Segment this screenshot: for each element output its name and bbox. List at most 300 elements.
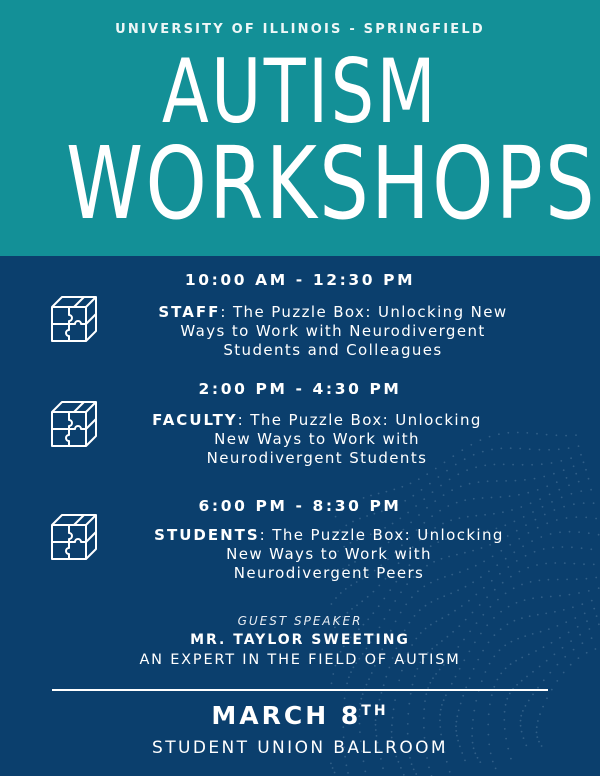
decorative-dot [386,491,388,493]
event-date-text: MARCH 8 [211,701,362,730]
decorative-dot [546,434,548,436]
decorative-dot [548,579,550,581]
decorative-dot [347,772,349,774]
decorative-dot [549,672,551,674]
decorative-dot [491,694,493,696]
decorative-dot [437,598,439,600]
decorative-dot [376,735,378,737]
decorative-dot [571,493,573,495]
decorative-dot [556,481,558,483]
decorative-dot [428,767,430,769]
session-2-description [118,411,516,468]
decorative-dot [455,676,457,678]
decorative-dot [331,603,333,605]
decorative-dot [361,600,363,602]
decorative-dot [351,608,353,610]
decorative-dot [546,485,548,487]
decorative-dot [531,464,533,466]
decorative-dot [475,515,477,517]
decorative-dot [526,432,528,434]
decorative-dot [417,590,419,592]
decorative-dot [591,600,593,602]
decorative-dot [348,676,350,678]
decorative-dot [380,758,382,760]
decorative-dot [391,731,393,733]
decorative-dot [360,698,362,700]
decorative-dot [598,587,600,589]
decorative-dot [378,585,380,587]
decorative-dot [532,694,534,696]
session-1-line3: Students and Colleagues [223,341,443,359]
decorative-dot [378,493,380,495]
decorative-dot [483,587,485,589]
decorative-dot [385,676,387,678]
decorative-dot [381,648,383,650]
session-2-audience: FACULTY [152,411,238,429]
decorative-dot [556,519,558,521]
decorative-dot [451,683,453,685]
decorative-dot [410,483,412,485]
decorative-dot [456,735,458,737]
decorative-dot [398,761,400,763]
session-3-line2: New Ways to Work with [226,545,432,563]
decorative-dot [442,523,444,525]
decorative-dot [356,604,358,606]
decorative-dot [559,595,561,597]
decorative-dot [425,693,427,695]
decorative-dot [378,605,380,607]
decorative-dot [445,694,447,696]
decorative-dot [554,611,556,613]
decorative-dot [459,517,461,519]
decorative-dot [423,522,425,524]
decorative-dot [466,469,468,471]
decorative-dot [532,671,534,673]
decorative-dot [590,489,592,491]
decorative-dot [578,592,580,594]
decorative-dot [590,548,592,550]
decorative-dot [557,579,559,581]
decorative-dot [417,668,419,670]
decorative-dot [469,483,471,485]
decorative-dot [539,580,541,582]
session-3-audience: STUDENTS [154,526,260,544]
decorative-dot [543,679,545,681]
puzzle-cube-icon [48,511,100,563]
decorative-dot [464,760,466,762]
decorative-dot [350,584,352,586]
decorative-dot [499,649,501,651]
decorative-dot [559,531,561,533]
decorative-dot [505,480,507,482]
decorative-dot [403,774,405,776]
decorative-dot [576,578,578,580]
decorative-dot [344,698,346,700]
decorative-dot [570,457,572,459]
decorative-dot [589,628,591,630]
decorative-dot [500,673,502,675]
decorative-dot [546,522,548,524]
decorative-dot [536,732,538,734]
decorative-dot [432,677,434,679]
decorative-dot [332,767,334,769]
event-venue: STUDENT UNION BALLROOM [152,738,448,758]
decorative-dot [550,596,552,598]
decorative-dot [529,448,531,450]
session-2-line3: Neurodivergent Students [206,449,428,467]
decorative-dot [572,606,574,608]
decorative-dot [389,589,391,591]
decorative-dot [521,680,523,682]
decorative-dot [359,731,361,733]
decorative-dot [431,515,433,517]
decorative-dot [382,767,384,769]
decorative-dot [595,577,597,579]
session-1-line2: Ways to Work with Neurodivergent [180,322,486,340]
decorative-dot [585,469,587,471]
decorative-dot [505,593,507,595]
decorative-dot [431,601,433,603]
decorative-dot [578,481,580,483]
decorative-dot [366,515,368,517]
session-3-title: : The Puzzle Box: Unlocking [259,526,504,544]
decorative-dot [471,735,473,737]
decorative-dot [550,533,552,535]
decorative-dot [439,669,441,671]
puzzle-cube-icon [48,398,100,450]
university-name: UNIVERSITY OF ILLINOIS - SPRINGFIELD [115,22,485,37]
decorative-dot [492,761,494,763]
decorative-dot [490,606,492,608]
decorative-dot [346,683,348,685]
decorative-dot [478,481,480,483]
decorative-dot [392,523,394,525]
decorative-dot [493,686,495,688]
decorative-dot [578,531,580,533]
decorative-dot [364,771,366,773]
decorative-dot [585,517,587,519]
decorative-dot [571,546,573,548]
decorative-dot [583,461,585,463]
decorative-dot [431,648,433,650]
decorative-dot [541,596,543,598]
decorative-dot [440,485,442,487]
decorative-dot [410,522,412,524]
decorative-dot [449,479,451,481]
decorative-dot [371,672,373,674]
decorative-dot [566,517,568,519]
decorative-dot [552,547,554,549]
decorative-dot [438,476,440,478]
decorative-dot [537,489,539,491]
decorative-dot [457,589,459,591]
decorative-dot [443,595,445,597]
guest-speaker-label: GUEST SPEAKER [237,614,363,628]
decorative-dot [568,484,570,486]
decorative-dot [415,773,417,775]
decorative-dot [399,518,401,520]
decorative-dot [595,518,597,520]
decorative-dot [449,771,451,773]
guest-speaker-description: AN EXPERT IN THE FIELD OF AUTISM [139,652,461,668]
decorative-dot [366,684,368,686]
decorative-dot [569,531,571,533]
decorative-dot [450,519,452,521]
decorative-dot [418,478,420,480]
decorative-dot [446,761,448,763]
decorative-dot [383,598,385,600]
decorative-dot [383,684,385,686]
decorative-dot [497,679,499,681]
decorative-dot [554,562,556,564]
decorative-dot [332,673,334,675]
decorative-dot [522,464,524,466]
decorative-dot [405,604,407,606]
decorative-dot [426,473,428,475]
decorative-dot [518,494,520,496]
decorative-dot [543,548,545,550]
decorative-dot [488,734,490,736]
decorative-dot [419,609,421,611]
decorative-dot [330,763,332,765]
session-1-audience: STAFF [158,303,221,321]
decorative-dot [564,562,566,564]
decorative-dot [459,668,461,670]
decorative-dot [500,611,502,613]
decorative-dot [462,695,464,697]
decorative-dot [517,432,519,434]
guest-speaker-name: MR. TAYLOR SWEETING [190,632,410,648]
title-line-2: WORKSHOPS [66,125,598,242]
decorative-dot [516,602,518,604]
decorative-dot [521,584,523,586]
decorative-dot [580,454,582,456]
decorative-dot [586,578,588,580]
decorative-dot [389,609,391,611]
session-3-time: 6:00 PM - 8:30 PM [198,497,402,515]
session-1-time: 10:00 AM - 12:30 PM [184,271,416,289]
decorative-dot [548,628,550,630]
decorative-dot [536,433,538,435]
decorative-dot [575,434,577,436]
session-3-line3: Neurodivergent Peers [233,564,425,582]
decorative-dot [345,588,347,590]
decorative-dot [435,673,437,675]
decorative-dot [393,489,395,491]
decorative-dot [394,600,396,602]
decorative-dot [500,628,502,630]
decorative-dot [523,516,525,518]
decorative-dot [569,594,571,596]
decorative-dot [340,592,342,594]
decorative-dot [421,489,423,491]
decorative-dot [465,586,467,588]
decorative-dot [515,480,517,482]
decorative-dot [373,591,375,593]
decorative-dot [486,596,488,598]
session-1-title: : The Puzzle Box: Unlocking New [220,303,508,321]
decorative-dot [461,605,463,607]
decorative-dot [358,628,360,630]
decorative-dot [443,494,445,496]
event-date-suffix: TH [361,703,389,719]
decorative-dot [532,597,534,599]
decorative-dot [450,593,452,595]
decorative-dot [346,764,348,766]
decorative-dot [359,518,361,520]
decorative-dot [521,731,523,733]
session-2-title: : The Puzzle Box: Unlocking [237,411,482,429]
decorative-dot [562,546,564,548]
decorative-dot [400,591,402,593]
decorative-dot [573,465,575,467]
decorative-dot [467,516,469,518]
decorative-dot [573,649,575,651]
decorative-dot [526,676,528,678]
decorative-dot [575,473,577,475]
event-date [0,701,600,730]
decorative-dot [381,692,383,694]
decorative-dot [400,767,402,769]
decorative-dot [331,682,333,684]
decorative-dot [549,494,551,496]
decorative-dot [473,668,475,670]
session-3-description [126,526,532,583]
decorative-dot [558,489,560,491]
decorative-dot [496,480,498,482]
decorative-dot [401,486,403,488]
decorative-dot [588,590,590,592]
decorative-dot [485,671,487,673]
decorative-dot [432,491,434,493]
decorative-dot [460,486,462,488]
decorative-dot [475,594,477,596]
decorative-dot [563,672,565,674]
decorative-dot [401,670,403,672]
decorative-dot [497,599,499,601]
decorative-dot [540,536,542,538]
decorative-dot [352,521,354,523]
decorative-dot [556,434,558,436]
decorative-dot [479,761,481,763]
decorative-dot [506,698,508,700]
decorative-dot [398,680,400,682]
decorative-dot [508,606,510,608]
decorative-dot [541,463,543,465]
decorative-dot [551,462,553,464]
decorative-dot [583,563,585,565]
decorative-dot [524,599,526,601]
decorative-dot [551,689,553,691]
decorative-dot [454,610,456,612]
decorative-dot [558,448,560,450]
decorative-dot [560,460,562,462]
decorative-dot [575,516,577,518]
decorative-dot [556,680,558,682]
decorative-dot [412,684,414,686]
decorative-dot [527,492,529,494]
decorative-dot [545,563,547,565]
decorative-dot [411,763,413,765]
decorative-dot [481,680,483,682]
puzzle-cube-icon [48,293,100,345]
decorative-dot [536,564,538,566]
decorative-dot [509,693,511,695]
decorative-dot [566,579,568,581]
session-2-line2: New Ways to Work with [214,430,420,448]
decorative-dot [479,604,481,606]
divider [52,689,548,691]
session-1-description [118,303,548,360]
decorative-dot [537,527,539,529]
decorative-dot [513,587,515,589]
decorative-dot [514,521,516,523]
decorative-dot [578,445,580,447]
decorative-dot [334,772,336,774]
decorative-dot [593,564,595,566]
decorative-dot [335,597,337,599]
decorative-dot [539,449,541,451]
decorative-dot [413,769,415,771]
decorative-dot [581,547,583,549]
decorative-dot [581,603,583,605]
decorative-dot [548,449,550,451]
decorative-dot [455,730,457,732]
decorative-dot [410,693,412,695]
decorative-dot [411,596,413,598]
decorative-dot [563,609,565,611]
decorative-dot [573,563,575,565]
decorative-dot [487,480,489,482]
decorative-dot [598,534,600,536]
decorative-dot [335,516,337,518]
decorative-dot [595,648,597,650]
decorative-dot [495,768,497,770]
decorative-dot [350,671,352,673]
decorative-dot [568,447,570,449]
decorative-dot [457,473,459,475]
decorative-dot [362,693,364,695]
decorative-dot [494,589,496,591]
decorative-dot [414,675,416,677]
decorative-dot [535,519,537,521]
decorative-dot [429,682,431,684]
decorative-dot [519,448,521,450]
decorative-dot [580,490,582,492]
decorative-dot [468,600,470,602]
decorative-dot [553,473,555,475]
decorative-dot [534,551,536,553]
session-2-time: 2:00 PM - 4:30 PM [198,380,402,398]
decorative-dot [534,478,536,480]
decorative-dot [588,532,590,534]
decorative-dot [588,478,590,480]
decorative-dot [451,489,453,491]
decorative-dot [516,684,518,686]
decorative-dot [367,596,369,598]
decorative-dot [543,476,545,478]
decorative-dot [446,470,448,472]
decorative-dot [565,435,567,437]
decorative-dot [423,586,425,588]
decorative-dot [546,697,548,699]
decorative-dot [407,733,409,735]
decorative-dot [425,605,427,607]
decorative-dot [440,734,442,736]
decorative-dot [563,469,565,471]
decorative-dot [593,608,595,610]
decorative-dot [566,477,568,479]
